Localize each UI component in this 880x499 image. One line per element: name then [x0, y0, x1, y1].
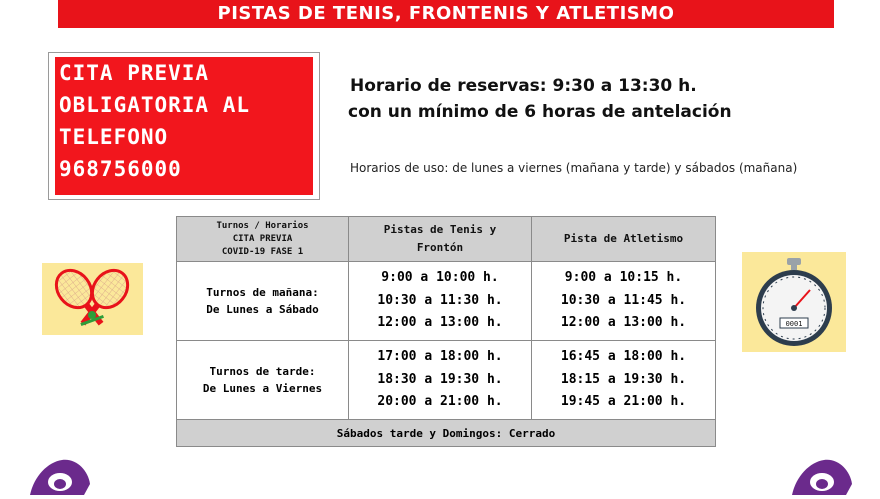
- cita-previa-panel: [55, 57, 313, 195]
- header-tenis-line: Frontón: [416, 241, 464, 254]
- cita-phone: 968756000: [59, 157, 182, 181]
- logo-icon: [786, 458, 856, 495]
- row-label-line: De Lunes a Viernes: [202, 382, 323, 395]
- header-turnos-line: Turnos / Horarios: [216, 220, 309, 231]
- header-tenis-line: Pistas de Tenis y: [383, 223, 497, 236]
- cita-previa-box: [48, 52, 320, 200]
- atletismo-manana-times: [532, 262, 716, 341]
- row-label-tarde: [177, 341, 349, 420]
- row-label-line: Turnos de tarde:: [209, 365, 316, 378]
- time-slot: 20:00 a 21:00 h.: [377, 394, 503, 410]
- time-slot: 9:00 a 10:15 h.: [564, 270, 683, 286]
- cita-line-1: CITA PREVIA: [59, 61, 210, 85]
- horario-reservas: Horario de reservas: 9:30 a 13:30 h.: [350, 76, 697, 96]
- time-slot: 10:30 a 11:30 h.: [377, 292, 503, 308]
- time-slot: 17:00 a 18:00 h.: [377, 349, 503, 365]
- time-slot: 18:15 a 19:30 h.: [560, 371, 687, 387]
- horario-uso: Horarios de uso: de lunes a viernes (mañana y tarde) y sábados (mañana): [350, 161, 798, 175]
- time-slot: 18:30 a 19:30 h.: [377, 371, 503, 387]
- time-slot: 9:00 a 10:00 h.: [381, 270, 499, 286]
- table-header-row: [177, 217, 716, 262]
- table-footer-row: [177, 420, 716, 447]
- time-slot: 16:45 a 18:00 h.: [560, 349, 687, 365]
- atletismo-tarde-times: [532, 341, 716, 420]
- cita-line-2: OBLIGATORIA AL: [59, 93, 251, 117]
- tenis-tarde-times: [349, 341, 532, 420]
- row-label-line: Turnos de mañana:: [206, 286, 319, 299]
- tenis-manana-times: [349, 262, 532, 341]
- time-slot: 19:45 a 21:00 h.: [560, 394, 687, 410]
- time-slot: 12:00 a 13:00 h.: [560, 315, 687, 331]
- table-row: [177, 341, 716, 420]
- row-label-line: De Lunes a Sábado: [206, 303, 319, 316]
- schedule-table: [176, 216, 716, 447]
- stopwatch-icon: [742, 252, 846, 352]
- header-turnos: [177, 217, 349, 262]
- header-turnos-line: CITA PREVIA: [232, 233, 293, 244]
- row-label-manana: [177, 262, 349, 341]
- time-slot: 12:00 a 13:00 h.: [377, 315, 503, 331]
- horario-antelacion: con un mínimo de 6 horas de antelación: [348, 102, 732, 122]
- logo-icon: [24, 458, 94, 495]
- time-slot: 10:30 a 11:45 h.: [560, 292, 687, 308]
- header-atletismo: Pista de Atletismo: [532, 217, 716, 262]
- footer-cerrado: Sábados tarde y Domingos: Cerrado: [177, 420, 716, 447]
- tennis-rackets-icon: [42, 263, 143, 335]
- cita-line-3: TELEFONO: [59, 125, 169, 149]
- page-banner: PISTAS DE TENIS, FRONTENIS Y ATLETISMO: [58, 0, 834, 28]
- stopwatch-display: 0001: [785, 320, 803, 328]
- header-tenis: [349, 217, 532, 262]
- header-turnos-line: COVID-19 FASE 1: [221, 246, 304, 257]
- table-row: [177, 262, 716, 341]
